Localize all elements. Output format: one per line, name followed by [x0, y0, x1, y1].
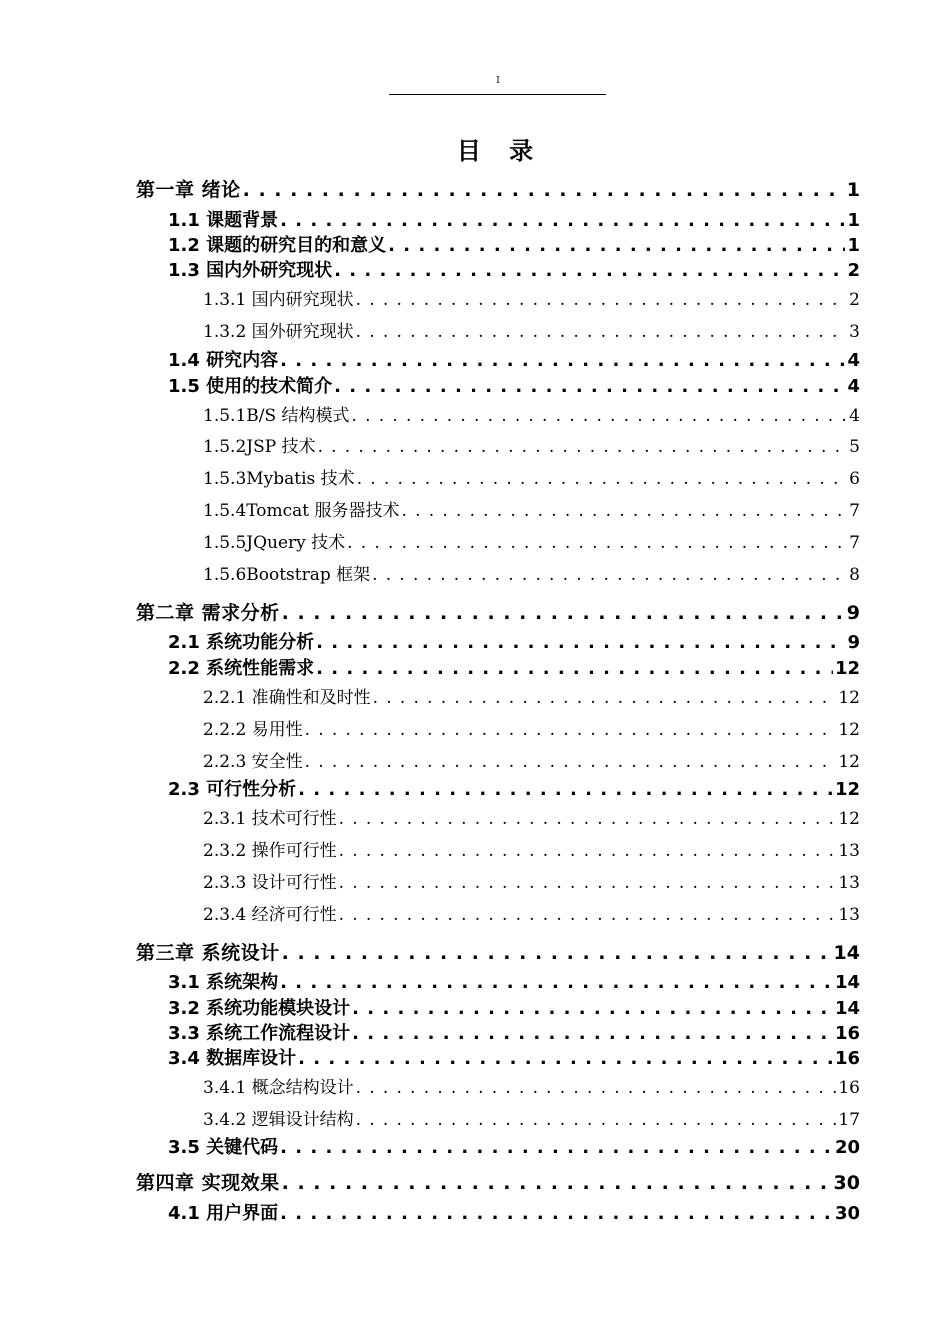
- toc-entry-label: 1.5.3Mybatis 技术: [203, 469, 355, 489]
- toc-entry-page: 7: [849, 533, 860, 553]
- toc-leader-dots: [339, 839, 837, 863]
- toc-leader-dots: [347, 531, 847, 555]
- toc-entry-page: 14: [834, 998, 860, 1019]
- toc-entry-label: 第一章 绪论: [136, 179, 241, 201]
- toc-leader-dots: [339, 871, 837, 895]
- toc-entry[interactable]: [168, 375, 860, 399]
- toc-entry[interactable]: [203, 1108, 860, 1132]
- toc-leader-dots: [402, 499, 848, 523]
- toc-entry[interactable]: [203, 839, 860, 863]
- toc-entry-page: 12: [838, 688, 860, 708]
- toc-leader-dots: [280, 1136, 833, 1160]
- toc-entry-page: 2: [849, 290, 860, 310]
- toc-leader-dots: [280, 971, 833, 995]
- toc-leader-dots: [318, 435, 848, 459]
- toc-entry-label: 2.2 系统性能需求: [168, 658, 315, 679]
- toc-entry-page: 13: [838, 905, 860, 925]
- toc-entry-label: 1.3.2 国外研究现状: [203, 322, 354, 342]
- toc-entry-label: 2.3.2 操作可行性: [203, 841, 337, 861]
- toc-entry-page: 7: [849, 501, 860, 521]
- toc-leader-dots: [352, 404, 848, 428]
- header-rule: [389, 94, 606, 95]
- toc-entry[interactable]: [168, 234, 860, 258]
- toc-entry[interactable]: [203, 1076, 860, 1100]
- toc-entry-page: 1: [847, 210, 860, 231]
- toc-entry-label: 3.2 系统功能模块设计: [168, 998, 351, 1019]
- toc-entry[interactable]: [203, 499, 860, 523]
- toc-entry-page: 13: [838, 841, 860, 861]
- toc-entry-label: 2.2.3 安全性: [203, 752, 303, 772]
- toc-entry-page: 4: [849, 406, 860, 426]
- toc-entry[interactable]: [168, 349, 860, 373]
- toc-entry-page: 16: [838, 1078, 860, 1098]
- toc-entry-page: 12: [834, 658, 860, 679]
- toc-entry-page: 4: [847, 350, 860, 371]
- toc-entry-page: 9: [847, 632, 860, 653]
- toc-entry-label: 1.5.5JQuery 技术: [203, 533, 346, 553]
- toc-entry[interactable]: [168, 971, 860, 995]
- toc-entry-page: 12: [838, 809, 860, 829]
- toc-entry[interactable]: [203, 807, 860, 831]
- toc-entry[interactable]: [168, 1202, 860, 1226]
- toc-leader-dots: [280, 349, 845, 373]
- toc-entry-label: 1.5.6Bootstrap 框架: [203, 565, 371, 585]
- toc-entry-label: 3.5 关键代码: [168, 1137, 279, 1158]
- toc-entry-page: 16: [834, 1023, 860, 1044]
- toc-entry[interactable]: [168, 778, 860, 802]
- toc-entry-label: 第三章 系统设计: [136, 942, 280, 964]
- toc-entry[interactable]: [203, 871, 860, 895]
- toc-entry[interactable]: [203, 563, 860, 587]
- toc-entry[interactable]: [203, 531, 860, 555]
- toc-entry-label: 3.4 数据库设计: [168, 1048, 297, 1069]
- toc-entry-label: 2.2.1 准确性和及时性: [203, 688, 371, 708]
- toc-entry-page: 6: [849, 469, 860, 489]
- toc-entry[interactable]: [136, 940, 860, 966]
- toc-entry[interactable]: [203, 288, 860, 312]
- toc-entry-page: 3: [849, 322, 860, 342]
- toc-entry[interactable]: [203, 686, 860, 710]
- toc-entry-label: 1.3 国内外研究现状: [168, 260, 333, 281]
- toc-leader-dots: [282, 940, 832, 966]
- toc-entry-label: 3.1 系统架构: [168, 972, 279, 993]
- toc-title: 目 录: [456, 137, 544, 165]
- toc-entry-page: 17: [838, 1110, 860, 1130]
- toc-entry-page: 14: [833, 942, 860, 964]
- toc-entry[interactable]: [168, 1136, 860, 1160]
- toc-entry-page: 9: [846, 602, 860, 624]
- toc-entry-label: 第四章 实现效果: [136, 1172, 280, 1194]
- toc-entry[interactable]: [136, 177, 860, 203]
- toc-entry-page: 8: [849, 565, 860, 585]
- toc-entry-label: 2.3.4 经济可行性: [203, 905, 337, 925]
- toc-entry-label: 1.5.1B/S 结构模式: [203, 406, 350, 426]
- toc-leader-dots: [373, 686, 837, 710]
- toc-leader-dots: [334, 375, 845, 399]
- toc-entry-page: 16: [834, 1048, 860, 1069]
- toc-leader-dots: [356, 320, 848, 344]
- toc-leader-dots: [352, 997, 833, 1021]
- toc-leader-dots: [357, 467, 847, 491]
- toc-entry-label: 4.1 用户界面: [168, 1203, 279, 1224]
- toc-entry-page: 1: [847, 235, 860, 256]
- toc-entry-page: 1: [846, 179, 860, 201]
- toc-entry[interactable]: [136, 1170, 860, 1196]
- toc-entry-page: 12: [838, 720, 860, 740]
- toc-entry-label: 1.3.1 国内研究现状: [203, 290, 354, 310]
- toc-entry[interactable]: [203, 404, 860, 428]
- toc-entry-page: 30: [833, 1172, 860, 1194]
- toc-leader-dots: [243, 177, 845, 203]
- toc-entry-label: 2.3.1 技术可行性: [203, 809, 337, 829]
- toc-leader-dots: [282, 600, 845, 626]
- toc-entry-label: 2.3 可行性分析: [168, 779, 297, 800]
- toc-entry-page: 5: [849, 437, 860, 457]
- toc-entry-label: 2.3.3 设计可行性: [203, 873, 337, 893]
- toc-leader-dots: [280, 209, 845, 233]
- toc-entry-label: 3.4.2 逻辑设计结构: [203, 1110, 354, 1130]
- toc-entry[interactable]: [168, 1022, 860, 1046]
- toc-leader-dots: [356, 1108, 837, 1132]
- toc-entry-page: 30: [834, 1203, 860, 1224]
- toc-leader-dots: [280, 1202, 833, 1226]
- toc-leader-dots: [372, 563, 847, 587]
- toc-entry[interactable]: [203, 750, 860, 774]
- toc-entry[interactable]: [168, 259, 860, 283]
- toc-entry-page: 2: [847, 260, 860, 281]
- toc-leader-dots: [298, 778, 833, 802]
- toc-entry[interactable]: [203, 467, 860, 491]
- toc-entry[interactable]: [203, 320, 860, 344]
- toc-entry-label: 1.1 课题背景: [168, 210, 279, 231]
- toc-entry-label: 1.5.2JSP 技术: [203, 437, 316, 457]
- toc-entry-page: 4: [847, 376, 860, 397]
- toc-entry-label: 1.4 研究内容: [168, 350, 279, 371]
- toc-leader-dots: [334, 259, 845, 283]
- toc-entry[interactable]: [168, 657, 860, 681]
- toc-entry-label: 1.2 课题的研究目的和意义: [168, 235, 387, 256]
- toc-entry[interactable]: [203, 903, 860, 927]
- toc-leader-dots: [298, 1047, 833, 1071]
- toc-entry[interactable]: [168, 1047, 860, 1071]
- toc-entry-label: 1.5 使用的技术简介: [168, 376, 333, 397]
- toc-entry[interactable]: [136, 600, 860, 626]
- toc-entry[interactable]: [203, 718, 860, 742]
- toc-entry[interactable]: [168, 997, 860, 1021]
- toc-entry-label: 1.5.4Tomcat 服务器技术: [203, 501, 400, 521]
- toc-leader-dots: [316, 631, 845, 655]
- toc-leader-dots: [356, 288, 848, 312]
- toc-leader-dots: [305, 718, 837, 742]
- toc-entry-page: 20: [834, 1137, 860, 1158]
- toc-entry-label: 3.3 系统工作流程设计: [168, 1023, 351, 1044]
- toc-entry[interactable]: [203, 435, 860, 459]
- toc-leader-dots: [282, 1170, 832, 1196]
- toc-leader-dots: [305, 750, 837, 774]
- toc-entry-label: 3.4.1 概念结构设计: [203, 1078, 354, 1098]
- toc-leader-dots: [388, 234, 845, 258]
- toc-entry[interactable]: [168, 209, 860, 233]
- toc-entry-label: 第二章 需求分析: [136, 602, 280, 624]
- page-number-mark: I: [496, 76, 500, 86]
- toc-entry-page: 12: [834, 779, 860, 800]
- toc-leader-dots: [356, 1076, 837, 1100]
- toc-leader-dots: [339, 903, 837, 927]
- toc-entry-label: 2.1 系统功能分析: [168, 632, 315, 653]
- toc-leader-dots: [339, 807, 837, 831]
- toc-leader-dots: [352, 1022, 833, 1046]
- toc-entry[interactable]: [168, 631, 860, 655]
- toc-entry-page: 13: [838, 873, 860, 893]
- toc-leader-dots: [316, 657, 833, 681]
- toc-entry-page: 12: [838, 752, 860, 772]
- toc-entry-label: 2.2.2 易用性: [203, 720, 303, 740]
- toc-entry-page: 14: [834, 972, 860, 993]
